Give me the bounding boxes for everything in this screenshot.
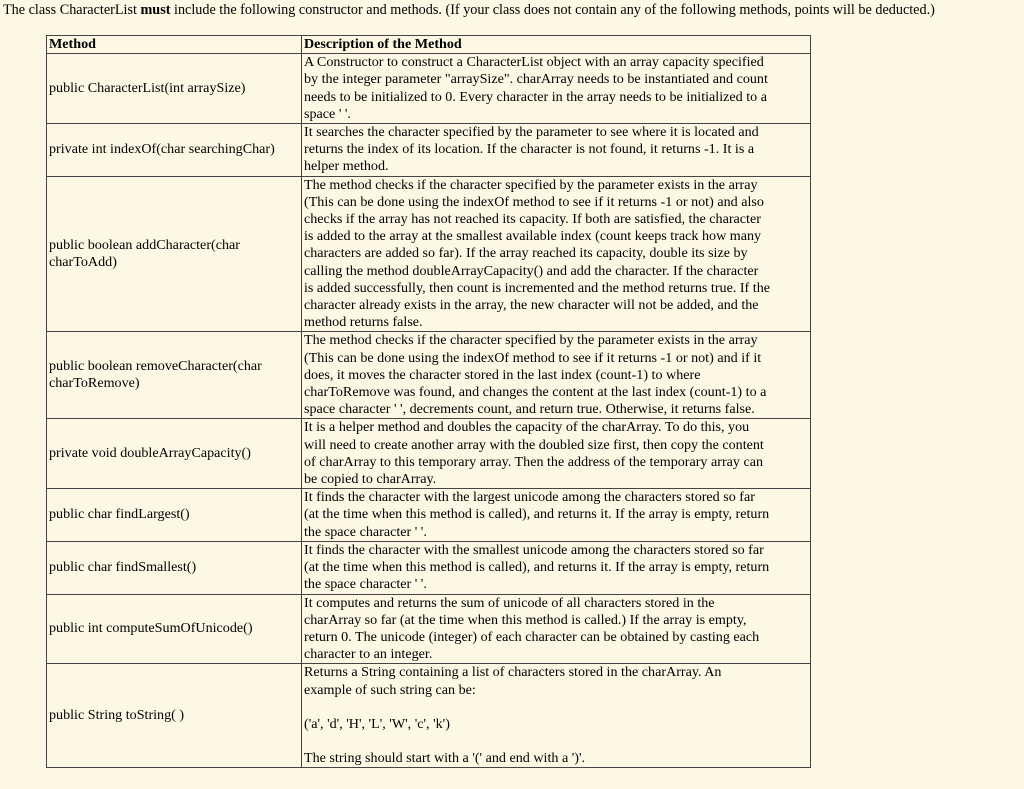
table-row xyxy=(47,419,811,489)
description-line: checks if the array has not reached its capacity. If both are satisfied, the character xyxy=(304,211,761,228)
description-line: (at the time when this method is called), and returns it. If the array is empty, return xyxy=(304,506,770,523)
description-line: charToRemove was found, and changes the content at the last index (count-1) to a xyxy=(304,384,767,401)
description-blank-line xyxy=(304,733,808,750)
description-line: (This can be done using the indexOf method to see if it returns -1 or not) and also xyxy=(304,193,764,210)
description-line: (This can be done using the indexOf method to see if it returns -1 or not) and if it xyxy=(304,349,762,366)
description-line: The method checks if the character specified by the parameter exists in the array xyxy=(304,176,758,193)
description-line: is added successfully, then count is incremented and the method returns true. If the xyxy=(304,279,770,296)
method-signature: public boolean removeCharacter(char charToRemove) xyxy=(47,332,302,419)
description-line: needs to be initialized to 0. Every character in the array needs to be initialized to a xyxy=(304,88,767,105)
description-line: It computes and returns the sum of unicode of all characters stored in the xyxy=(304,594,715,611)
description-line: space ' '. xyxy=(304,105,351,122)
description-line: the space character ' '. xyxy=(304,576,427,593)
table-body xyxy=(47,54,811,768)
description-line: ('a', 'd', 'H', 'L', 'W', 'c', 'k') xyxy=(304,715,450,732)
description-line: (at the time when this method is called), and returns it. If the array is empty, return xyxy=(304,559,770,576)
description-line: It is a helper method and doubles the capacity of the charArray. To do this, you xyxy=(304,419,750,436)
method-description xyxy=(302,332,811,419)
method-column-header: Method xyxy=(47,36,302,54)
table-row xyxy=(47,489,811,542)
description-line: example of such string can be: xyxy=(304,681,476,698)
description-line: space character ' ', decrements count, and return true. Otherwise, it returns false. xyxy=(304,401,755,418)
description-line: characters are added so far). If the array reached its capacity, double its size by xyxy=(304,245,748,262)
method-signature: public char findSmallest() xyxy=(47,541,302,594)
method-signature: public CharacterList(int arraySize) xyxy=(47,54,302,124)
description-line: It finds the character with the largest unicode among the characters stored so far xyxy=(304,489,755,506)
description-line: of charArray to this temporary array. Then the address of the temporary array can xyxy=(304,453,764,470)
table-header-row xyxy=(47,36,811,54)
method-description xyxy=(302,419,811,489)
intro-prefix: The class CharacterList xyxy=(3,2,141,18)
description-line: The method checks if the character specified by the parameter exists in the array xyxy=(304,332,758,349)
description-line: Returns a String containing a list of characters stored in the charArray. An xyxy=(304,664,722,681)
description-line: character to an integer. xyxy=(304,646,433,663)
method-table xyxy=(46,35,811,768)
description-line: The string should start with a '(' and end with a ')'. xyxy=(304,749,586,766)
method-description xyxy=(302,664,811,768)
description-line: It finds the character with the smallest unicode among the characters stored so far xyxy=(304,541,764,558)
method-signature: public boolean addCharacter(char charToAdd) xyxy=(47,176,302,332)
method-signature: public int computeSumOfUnicode() xyxy=(47,594,302,664)
method-description xyxy=(302,176,811,332)
description-line: does, it moves the character stored in the last index (count-1) to where xyxy=(304,366,701,383)
description-line: charArray so far (at the time when this method is called.) If the array is empty, xyxy=(304,611,747,628)
method-signature: public String toString( ) xyxy=(47,664,302,768)
table-row xyxy=(47,332,811,419)
table-row xyxy=(47,594,811,664)
table-row xyxy=(47,176,811,332)
method-description xyxy=(302,54,811,124)
description-line: be copied to charArray. xyxy=(304,471,437,488)
method-description xyxy=(302,594,811,664)
method-signature: private void doubleArrayCapacity() xyxy=(47,419,302,489)
description-line: character already exists in the array, the new character will not be added, and the xyxy=(304,297,759,314)
table-row xyxy=(47,54,811,124)
table-row xyxy=(47,124,811,177)
description-line: by the integer parameter "arraySize". charArray needs to be instantiated and count xyxy=(304,71,768,88)
method-signature: private int indexOf(char searchingChar) xyxy=(47,124,302,177)
description-line: helper method. xyxy=(304,158,389,175)
intro-suffix: include the following constructor and methods. (If your class does not contain any of the following methods, points will be deducted.) xyxy=(170,2,935,18)
method-description xyxy=(302,489,811,542)
description-column-header: Description of the Method xyxy=(302,36,811,54)
description-line: It searches the character specified by the parameter to see where it is located and xyxy=(304,124,759,141)
method-description xyxy=(302,124,811,177)
intro-emphasis: must xyxy=(140,2,171,18)
description-line: A Constructor to construct a CharacterList object with an array capacity specified xyxy=(304,54,764,71)
description-line: the space character ' '. xyxy=(304,523,427,540)
table-row xyxy=(47,541,811,594)
intro-text xyxy=(3,1,1021,19)
description-line: is added to the array at the smallest available index (count keeps track how many xyxy=(304,228,762,245)
description-line: returns the index of its location. If the character is not found, it returns -1. It is a xyxy=(304,141,755,158)
description-line: return 0. The unicode (integer) of each character can be obtained by casting each xyxy=(304,628,760,645)
table-row xyxy=(47,664,811,768)
description-blank-line xyxy=(304,699,808,716)
method-description xyxy=(302,541,811,594)
description-line: method returns false. xyxy=(304,314,423,331)
description-line: calling the method doubleArrayCapacity() and add the character. If the character xyxy=(304,262,759,279)
description-line: will need to create another array with the doubled size first, then copy the content xyxy=(304,436,764,453)
method-signature: public char findLargest() xyxy=(47,489,302,542)
